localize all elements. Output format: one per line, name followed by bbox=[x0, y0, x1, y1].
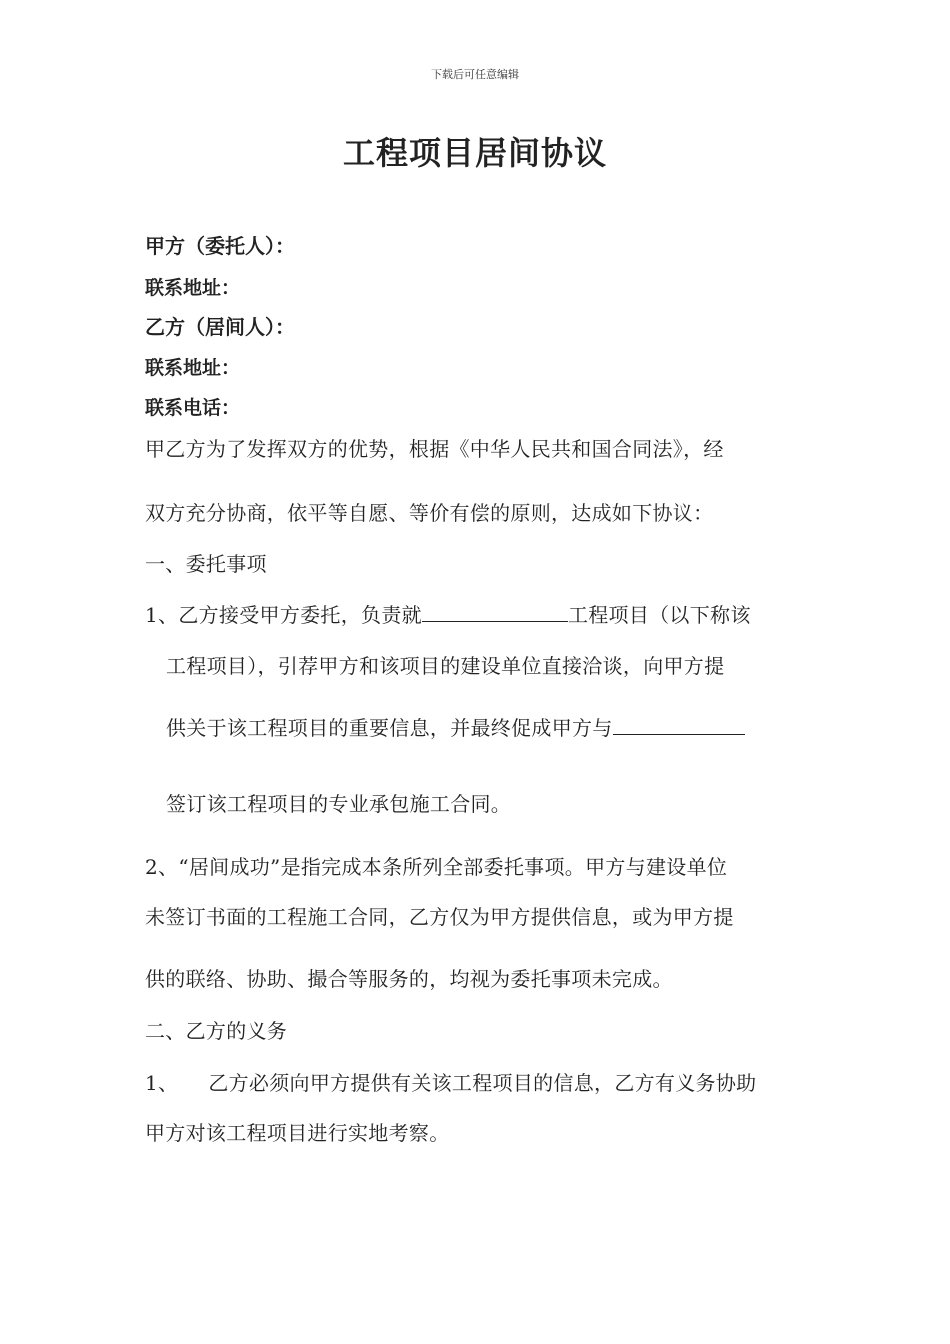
section-1-heading: 一、委托事项 bbox=[145, 552, 267, 576]
contractor-blank bbox=[613, 714, 745, 735]
section-2-heading: 二、乙方的义务 bbox=[145, 1019, 288, 1043]
section-1-item-2-line-2: 未签订书面的工程施工合同，乙方仅为甲方提供信息，或为甲方提 bbox=[145, 905, 734, 929]
section-2-item-1-line-2: 甲方对该工程项目进行实地考察。 bbox=[145, 1121, 450, 1145]
party-a-address-label: 联系地址： bbox=[145, 277, 241, 299]
section-2-item-1-number: 1、 bbox=[145, 1071, 179, 1095]
section-2-item-1-text: 乙方必须向甲方提供有关该工程项目的信息，乙方有义务协助 bbox=[208, 1071, 757, 1095]
section-1-item-2-line-1: 2、“居间成功”是指完成本条所列全部委托事项。甲方与建设单位 bbox=[145, 855, 728, 879]
party-a-label: 甲方（委托人）： bbox=[145, 234, 295, 258]
section-1-item-1-line-2: 工程项目），引荐甲方和该项目的建设单位直接洽谈，向甲方提 bbox=[166, 654, 725, 678]
header-note: 下载后可任意编辑 bbox=[431, 68, 519, 81]
party-b-label: 乙方（居间人）： bbox=[145, 315, 295, 339]
party-b-address-label: 联系地址： bbox=[145, 357, 241, 379]
item-1-text-b: 工程项目（以下称该 bbox=[567, 603, 751, 627]
preamble-line-2: 双方充分协商，依平等自愿、等价有偿的原则，达成如下协议： bbox=[145, 501, 714, 525]
preamble-line-1: 甲乙方为了发挥双方的优势，根据《中华人民共和国合同法》，经 bbox=[145, 437, 724, 461]
document-title: 工程项目居间协议 bbox=[342, 134, 607, 172]
project-name-blank bbox=[422, 601, 568, 622]
section-1-item-1-line-1 bbox=[145, 599, 751, 628]
item-1-text-a: 1、乙方接受甲方委托，负责就 bbox=[145, 603, 422, 627]
item-1-line-3-text: 供关于该工程项目的重要信息，并最终促成甲方与 bbox=[166, 716, 613, 740]
section-1-item-2-line-3: 供的联络、协助、撮合等服务的，均视为委托事项未完成。 bbox=[145, 967, 673, 991]
section-1-item-1-line-4: 签订该工程项目的专业承包施工合同。 bbox=[166, 792, 512, 816]
section-2-item-1-line-1 bbox=[145, 1067, 756, 1096]
party-b-phone-label: 联系电话： bbox=[145, 397, 241, 419]
section-1-item-1-line-3 bbox=[166, 712, 745, 741]
